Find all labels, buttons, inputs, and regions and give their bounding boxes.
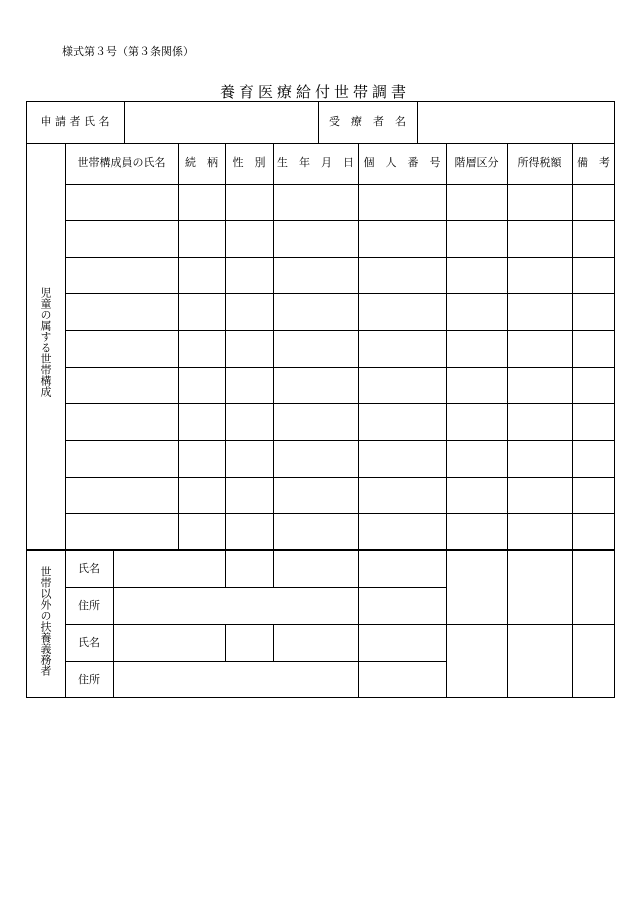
column-divider bbox=[225, 143, 226, 550]
applicant-name-label: 申 請 者 氏 名 bbox=[40, 115, 110, 128]
patient-name-label: 受 療 者 名 bbox=[329, 115, 406, 128]
table-row bbox=[65, 440, 615, 441]
column-header-bracket: 階層区分 bbox=[454, 156, 499, 169]
household-side-label: 児童の属する世帯構成 bbox=[39, 287, 52, 397]
form-title: 養育医療給付世帯調書 bbox=[219, 83, 410, 101]
obligor-row-line bbox=[65, 624, 615, 625]
column-header-birthdate: 生 年 月 日 bbox=[277, 156, 354, 169]
column-divider bbox=[273, 143, 274, 550]
form-number: 様式第３号（第３条関係） bbox=[62, 45, 194, 58]
household-bottom-line bbox=[26, 549, 615, 551]
obligor-divider bbox=[225, 624, 226, 661]
column-header-personal-number: 個 人 番 号 bbox=[363, 156, 441, 169]
column-divider bbox=[178, 143, 179, 550]
household-side-divider bbox=[65, 143, 66, 550]
obligors-side-label: 世帯以外の扶養義務者 bbox=[39, 566, 52, 676]
column-header-sex: 性 別 bbox=[232, 156, 266, 169]
obligor-divider bbox=[273, 550, 274, 587]
column-divider bbox=[446, 143, 447, 550]
table-row bbox=[65, 367, 615, 368]
table-row bbox=[65, 513, 615, 514]
table-row bbox=[65, 330, 615, 331]
obligor-row-line bbox=[65, 587, 446, 588]
table-row bbox=[65, 403, 615, 404]
obligor-1-address-label: 住所 bbox=[78, 599, 100, 612]
column-divider bbox=[358, 143, 359, 550]
table-row bbox=[65, 293, 615, 294]
obligor-2-name-label: 氏名 bbox=[78, 636, 100, 649]
column-header-remarks: 備 考 bbox=[577, 156, 610, 169]
column-header-member-name: 世帯構成員の氏名 bbox=[77, 156, 166, 169]
column-header-bottom-line bbox=[65, 184, 615, 185]
obligor-divider bbox=[225, 550, 226, 587]
obligor-2-address-label: 住所 bbox=[78, 673, 100, 686]
column-header-relationship: 続 柄 bbox=[185, 156, 218, 169]
column-divider bbox=[507, 143, 508, 550]
header-bottom-line bbox=[26, 143, 615, 144]
obligor-divider bbox=[273, 624, 274, 661]
column-header-income-tax: 所得税額 bbox=[517, 156, 562, 169]
applicant-name-field[interactable] bbox=[125, 102, 317, 142]
patient-name-field[interactable] bbox=[418, 102, 614, 142]
table-row bbox=[65, 477, 615, 478]
obligor-row-line bbox=[65, 661, 446, 662]
obligor-1-name-label: 氏名 bbox=[78, 562, 100, 575]
table-row bbox=[65, 257, 615, 258]
table-row bbox=[65, 220, 615, 221]
column-divider bbox=[572, 143, 573, 550]
form-frame bbox=[26, 101, 615, 698]
